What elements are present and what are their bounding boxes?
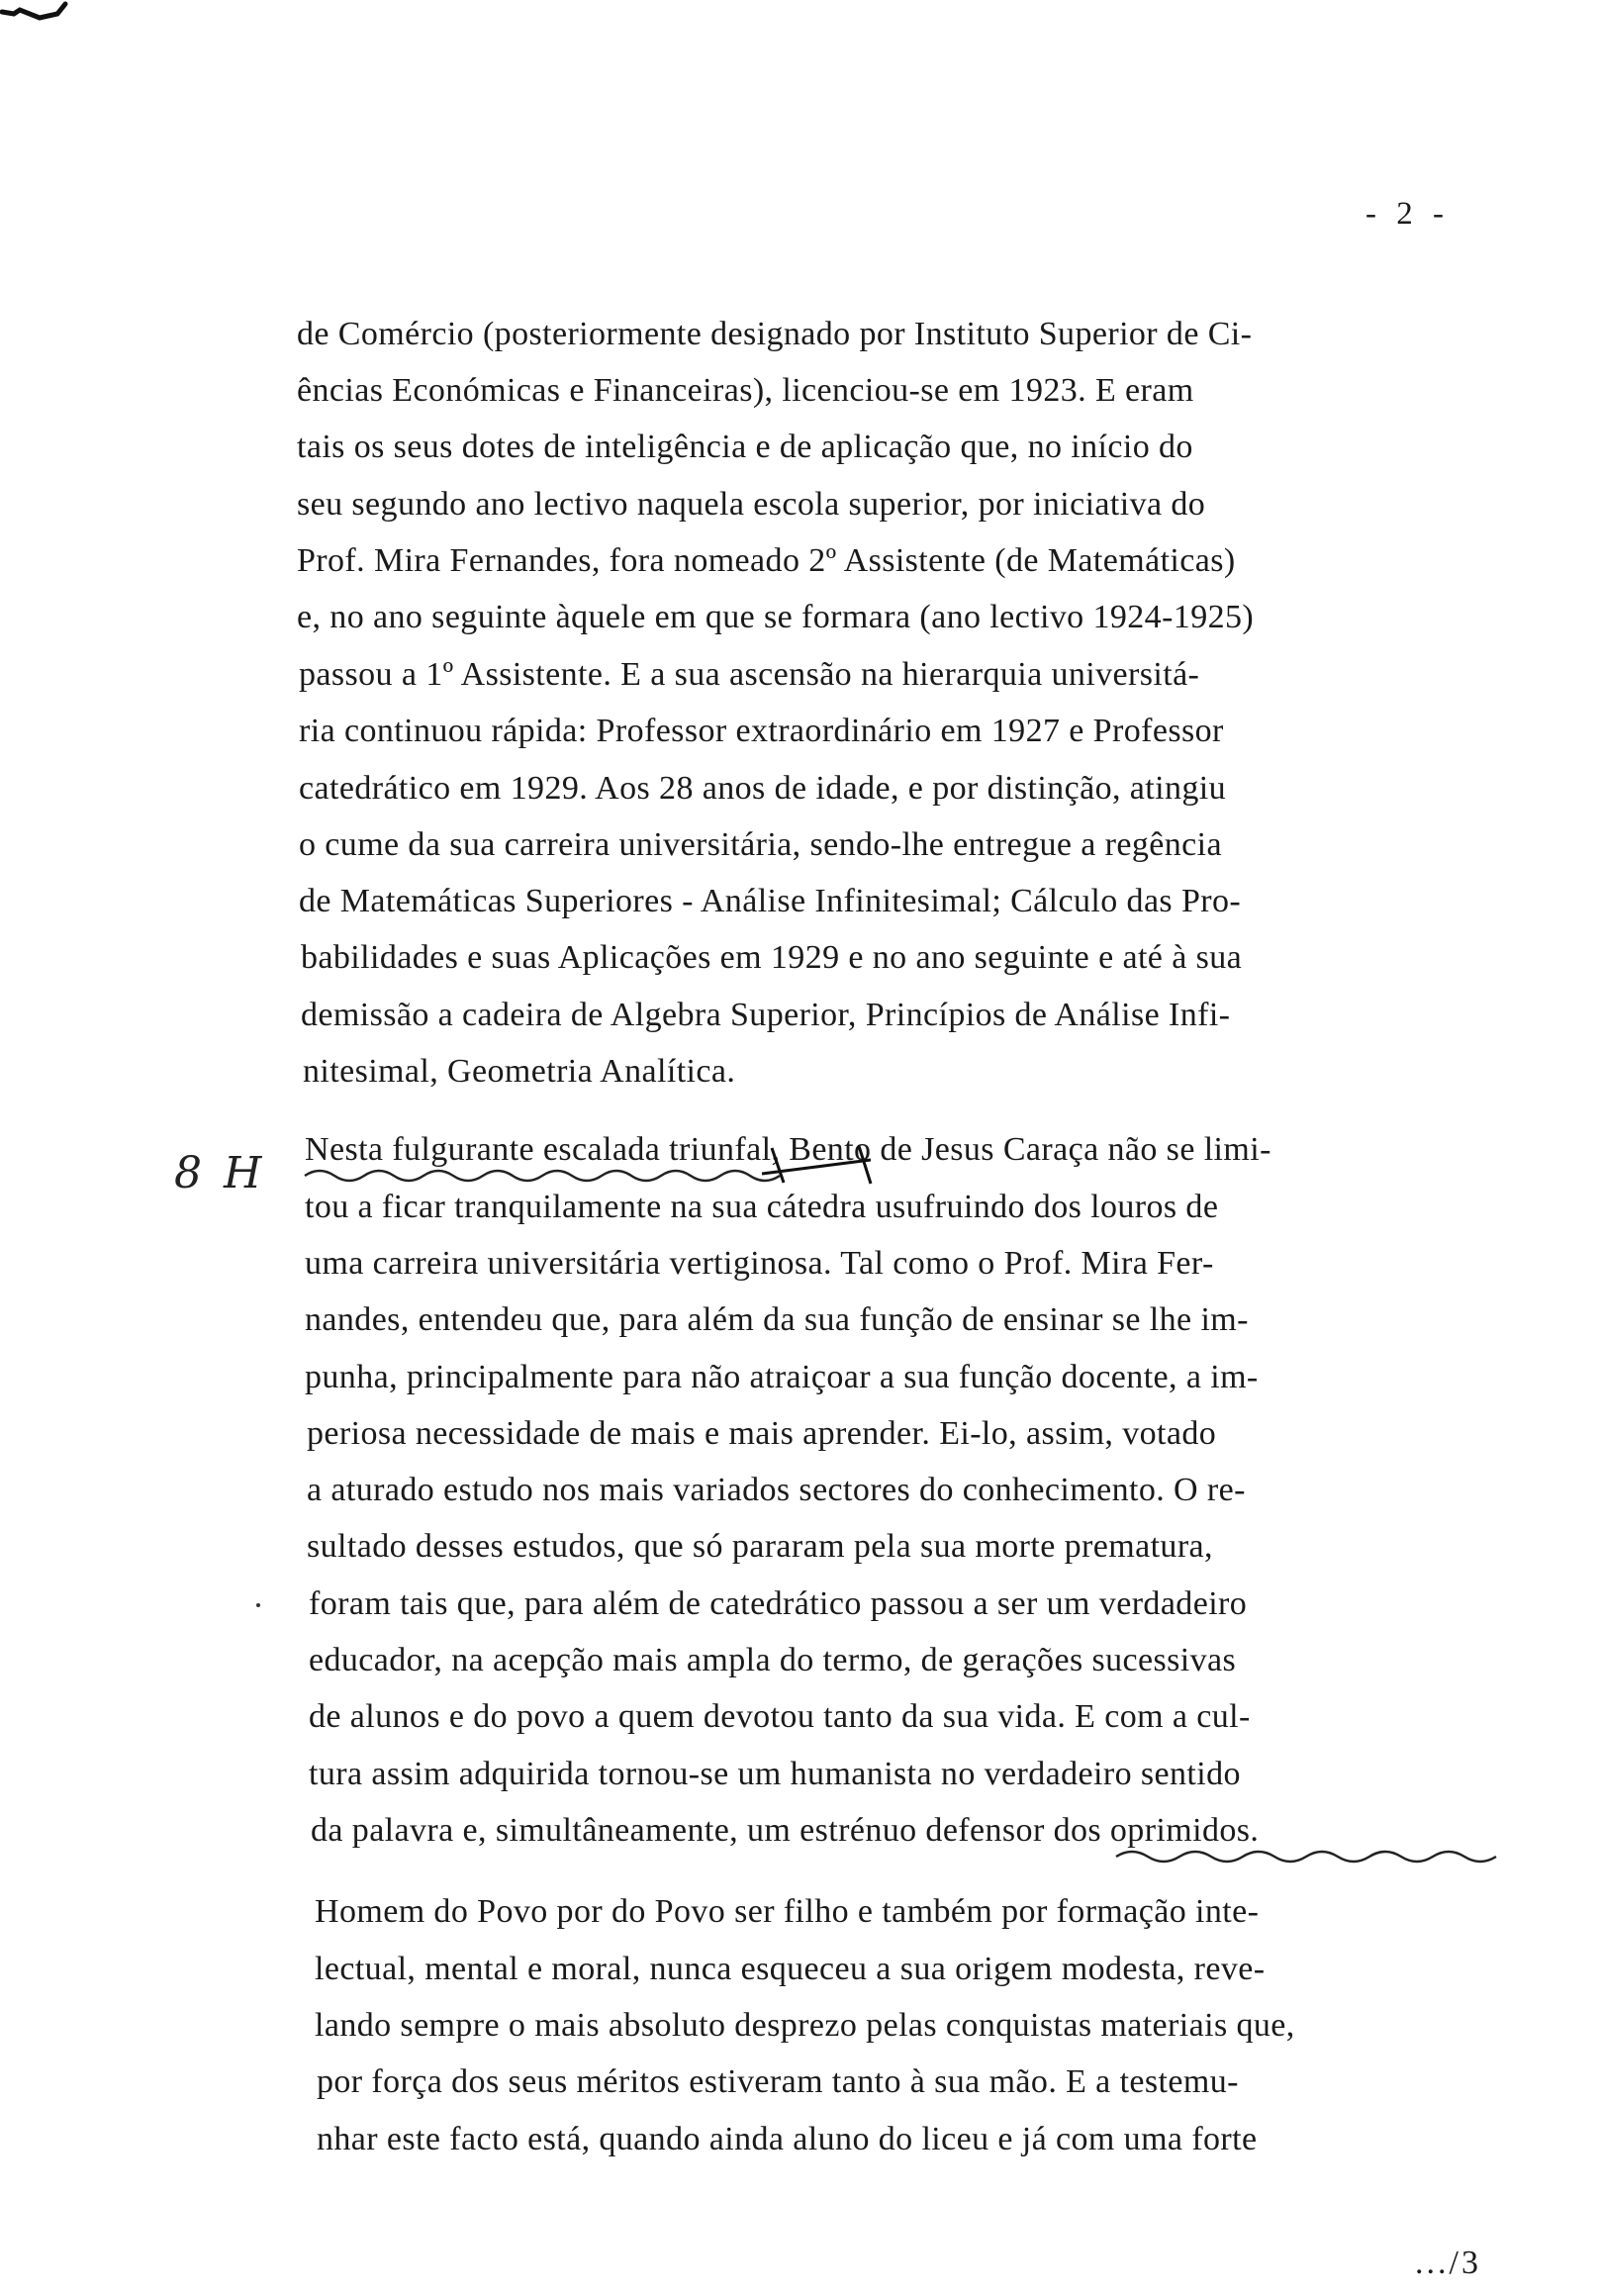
paragraph-1-line-10: o cume da sua carreira universitária, sendo-lhe entregue a regência [299, 826, 1222, 863]
paragraph-1-line-2: ências Económicas e Financeiras), licenciou-se em 1923. E eram [297, 372, 1194, 409]
paragraph-2-line-2: tou a ficar tranquilamente na sua cátedra usufruindo dos louros de [305, 1189, 1219, 1225]
paragraph-1-line-11: de Matemáticas Superiores - Análise Infinitesimal; Cálculo das Pro- [299, 883, 1242, 919]
paragraph-1-line-9: catedrático em 1929. Aos 28 anos de idade, e por distinção, atingiu [299, 770, 1226, 807]
paragraph-2-line-3: uma carreira universitária vertiginosa. Tal como o Prof. Mira Fer- [305, 1245, 1214, 1282]
paragraph-1-line-14: nitesimal, Geometria Analítica. [303, 1053, 736, 1090]
paragraph-2-line-7: a aturado estudo nos mais variados sectores do conhecimento. O re- [307, 1472, 1246, 1508]
paragraph-3-line-3: lando sempre o mais absoluto desprezo pelas conquistas materiais que, [315, 2007, 1295, 2044]
paragraph-3-line-5: nhar este facto está, quando ainda aluno do liceu e já com uma forte [317, 2121, 1258, 2157]
page-number: - 2 - [1365, 196, 1450, 232]
paragraph-2-line-9: foram tais que, para além de catedrático passou a ser um verdadeiro [309, 1585, 1248, 1622]
paragraph-1-line-3: tais os seus dotes de inteligência e de aplicação que, no início do [297, 429, 1193, 465]
paragraph-2-line-6: periosa necessidade de mais e mais aprender. Ei-lo, assim, votado [307, 1415, 1217, 1452]
margin-dot [256, 1603, 260, 1607]
paragraph-3-line-1: Homem do Povo por do Povo ser filho e também por formação inte- [315, 1893, 1260, 1930]
paragraph-1-line-7: passou a 1º Assistente. E a sua ascensão na hierarquia universitá- [299, 656, 1200, 693]
paragraph-1-line-1: de Comércio (posteriormente designado por Instituto Superior de Ci- [297, 316, 1253, 352]
paragraph-2-line-1: Nesta fulgurante escalada triunfal, Bento de Jesus Caraça não se limi- [305, 1131, 1271, 1168]
paragraph-2-line-13: da palavra e, simultâneamente, um estrénuo defensor dos oprimidos. [311, 1812, 1260, 1849]
wavy-underline-fulgurante [305, 1171, 780, 1181]
paragraph-1-line-13: demissão a cadeira de Algebra Superior, Princípios de Análise Infi- [301, 997, 1231, 1033]
continuation-marker: .../3 [1415, 2245, 1481, 2281]
paragraph-2-line-12: tura assim adquirida tornou-se um humanista no verdadeiro sentido [309, 1756, 1241, 1792]
paragraph-1-line-5: Prof. Mira Fernandes, fora nomeado 2º Assistente (de Matemáticas) [297, 542, 1236, 579]
paragraph-1-line-12: babilidades e suas Aplicações em 1929 e no ano seguinte e até à sua [301, 939, 1243, 976]
paragraph-2-line-5: punha, principalmente para não atraiçoar a sua função docente, a im- [305, 1359, 1259, 1395]
paragraph-2-line-8: sultado desses estudos, que só pararam pela sua morte prematura, [307, 1528, 1213, 1565]
corner-scan-mark [0, 0, 99, 40]
paragraph-3-line-2: lectual, mental e moral, nunca esqueceu a sua origem modesta, reve- [315, 1951, 1266, 1987]
paragraph-1-line-6: e, no ano seguinte àquele em que se formara (ano lectivo 1924-1925) [297, 599, 1255, 635]
paragraph-2-line-10: educador, na acepção mais ampla do termo, de gerações sucessivas [309, 1642, 1237, 1678]
handwritten-margin-note: 8 H [174, 1148, 266, 1198]
paragraph-1-line-4: seu segundo ano lectivo naquela escola superior, por iniciativa do [297, 486, 1206, 523]
paragraph-3-line-4: por força dos seus méritos estiveram tanto à sua mão. E a testemu- [317, 2063, 1239, 2100]
paragraph-2-line-4: nandes, entendeu que, para além da sua função de ensinar se lhe im- [305, 1301, 1249, 1338]
paragraph-2-line-11: de alunos e do povo a quem devotou tanto da sua vida. E com a cul- [309, 1698, 1251, 1735]
wavy-underline-oprimidos [1116, 1852, 1496, 1862]
paragraph-1-line-8: ria continuou rápida: Professor extraordinário em 1927 e Professor [299, 713, 1224, 749]
